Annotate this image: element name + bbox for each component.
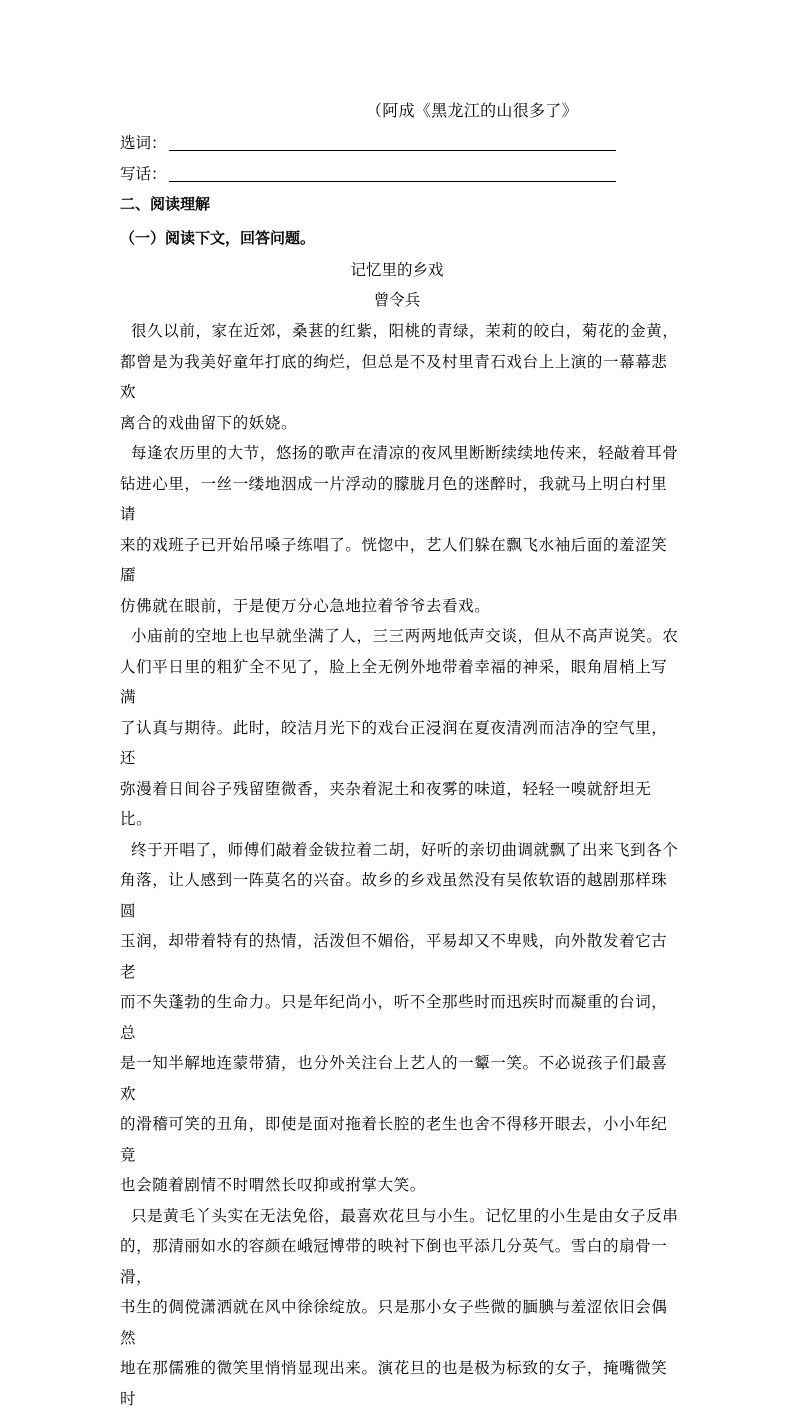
- article-line: 地在那儒雅的微笑里悄悄显现出来。演花旦的也是极为标致的女子，掩嘴微笑时: [120, 1359, 668, 1408]
- subsection-title: （一）阅读下文，回答问题。: [120, 229, 316, 247]
- word-choice-answer-line[interactable]: [169, 150, 616, 151]
- article-line: 小庙前的空地上也早就坐满了人，三三两两地低声交谈，但从不高声说笑。农: [120, 627, 679, 645]
- article-line: 的，那清丽如水的容颜在峨冠博带的映衬下倒也平添几分英气。雪白的扇骨一滑，: [120, 1237, 668, 1286]
- article-line: 的滑稽可笑的丑角，即使是面对拖着长腔的老生也舍不得移开眼去，小小年纪竟: [120, 1115, 668, 1164]
- article-line: 离合的戏曲留下的妖娆。: [120, 413, 298, 432]
- article-line: 都曾是为我美好童年打底的绚烂，但总是不及村里青石戏台上上演的一幕幕悲欢: [120, 352, 668, 401]
- article-line: 只是黄毛丫头实在无法免俗，最喜欢花旦与小生。记忆里的小生是由女子反串: [120, 1206, 679, 1225]
- word-choice-row: [120, 128, 620, 158]
- article-line: 是一知半解地连蒙带猜，也分外关注台上艺人的一颦一笑。不必说孩子们最喜欢: [120, 1054, 668, 1103]
- article-line: 钻进心里，一丝一缕地洇成一片浮动的朦胧月色的迷醉时，我就马上明白村里请: [120, 474, 668, 523]
- article-line: 来的戏班子已开始吊嗓子练唱了。恍惚中，艺人们躲在飘飞水袖后面的羞涩笑靥: [120, 535, 668, 584]
- article-line: 书生的倜傥潇洒就在风中徐徐绽放。只是那小女子些微的腼腆与羞涩依旧会偶然: [120, 1298, 668, 1347]
- article-line: 角落，让人感到一阵莫名的兴奋。故乡的乡戏虽然没有吴侬软语的越剧那样珠圆: [120, 871, 668, 920]
- article-title: 记忆里的乡戏: [350, 261, 444, 279]
- article-line: 也会随着剧情不时喟然长叹抑或拊掌大笑。: [120, 1176, 426, 1194]
- article-line: 很久以前，家在近郊，桑葚的红紫，阳桃的青绿，茉莉的皎白，菊花的金黄，: [120, 322, 679, 340]
- article-line: 仿佛就在眼前，于是便万分心急地拉着爷爷去看戏。: [120, 596, 491, 615]
- source-citation: （阿成《黑龙江的山很多了》: [366, 101, 578, 120]
- article-line: 玉润，却带着特有的热情，活泼但不媚俗，平易却又不卑贱，向外散发着它古老: [120, 932, 668, 981]
- word-choice-label: 选词：: [120, 134, 167, 152]
- writing-row: [120, 159, 620, 189]
- article-line: 而不失蓬勃的生命力。只是年纪尚小，听不全那些时而迅疾时而凝重的台词，总: [120, 993, 668, 1042]
- article-line: 了认真与期待。此时，皎洁月光下的戏台正浸润在夏夜清冽而洁净的空气里，还: [120, 718, 668, 767]
- article-body: [120, 316, 680, 1414]
- article-author: 曾令兵: [373, 291, 421, 309]
- article-line: 每逢农历里的大节，悠扬的歌声在清凉的夜风里断断续续地传来，轻敲着耳骨: [120, 444, 679, 462]
- writing-answer-line[interactable]: [169, 181, 616, 182]
- section-title: 二、阅读理解: [120, 195, 211, 213]
- writing-label: 写话：: [120, 165, 167, 183]
- article-line: 人们平日里的粗犷全不见了，脸上全无例外地带着幸福的神采，眼角眉梢上写满: [120, 657, 668, 706]
- article-line: 终于开唱了，师傅们敲着金钹拉着二胡，好听的亲切曲调就飘了出来飞到各个: [120, 840, 679, 859]
- article-line: 弥漫着日间谷子残留堕微香，夹杂着泥土和夜雾的味道，轻轻一嗅就舒坦无比。: [120, 779, 652, 828]
